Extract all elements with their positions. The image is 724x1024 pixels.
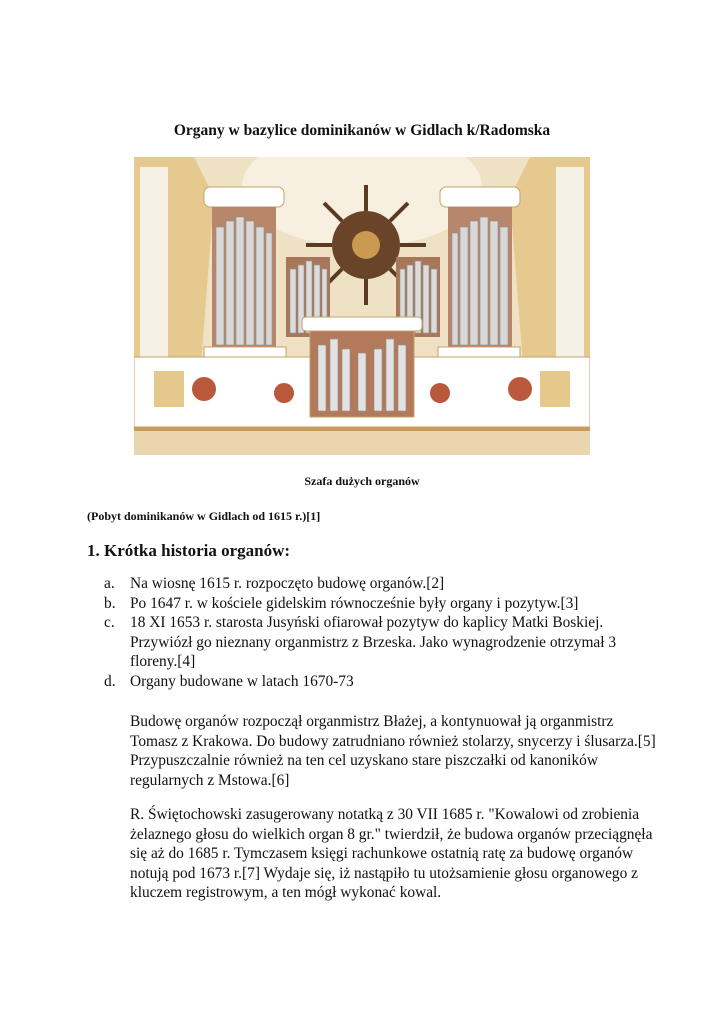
list-marker: a. [104, 575, 115, 592]
organ-case-photo [134, 157, 590, 455]
list-item [104, 574, 664, 594]
residence-note: (Pobyt dominikanów w Gidlach od 1615 r.)[1] [87, 509, 321, 523]
document-title: Organy w bazylice dominikanów w Gidlach k/Radomska [173, 122, 551, 139]
list-marker: d. [104, 672, 116, 690]
list-marker: c. [104, 614, 115, 631]
list-item-text: Na wiosnę 1615 r. rozpoczęto budowę organów.[2] [130, 575, 445, 592]
organ-illustration [134, 157, 590, 455]
list-item [104, 672, 664, 692]
paragraph-builders: Budowę organów rozpoczął organmistrz Błażej, a kontynuował ją organmistrz Tomasz z Krakowa. Do budowy zatrudniano również stolarzy, snycerzy i ślusarza.[5] Przypuszczalnie również na ten cel uzyskano stare piszczałki od kanoników regularnych z Mstowa.[6] [130, 713, 656, 789]
history-list [104, 574, 664, 691]
list-marker: b. [104, 594, 116, 612]
list-item-text: Po 1647 r. w kościele gidelskim równocześnie były organy i pozytyw.[3] [130, 594, 579, 612]
paragraph-swietochowski: R. Świętochowski zasugerowany notatką z 30 VII 1685 r. "Kowalowi od zrobienia żelaznego głosu do wielkich organ 8 gr." twierdził, że budowa organów przeciągnęła się aż do 1685 r. Tymczasem księgi rachunkowe ostatnią ratę za budowę organów notują pod 1673 r.[7] Wydaje się, iż nastąpiło tu utożsamienie głosu organowego z kluczem registrowym, a ten mógł wykonać kowal. [130, 806, 653, 901]
list-item-text: Organy budowane w latach 1670-73 [130, 672, 354, 690]
image-caption: Szafa dużych organów [304, 474, 420, 488]
section-heading: 1. Krótka historia organów: [87, 541, 291, 560]
list-item-text: 18 XI 1653 r. starosta Jusyński ofiarował pozytyw do kaplicy Matki Boskiej. Przywiózł go nieznany organmistrz z Brzeska. Jako wynagrodzenie otrzymał 3 floreny.[4] [130, 614, 617, 670]
list-item [104, 594, 664, 614]
list-item [104, 613, 664, 672]
